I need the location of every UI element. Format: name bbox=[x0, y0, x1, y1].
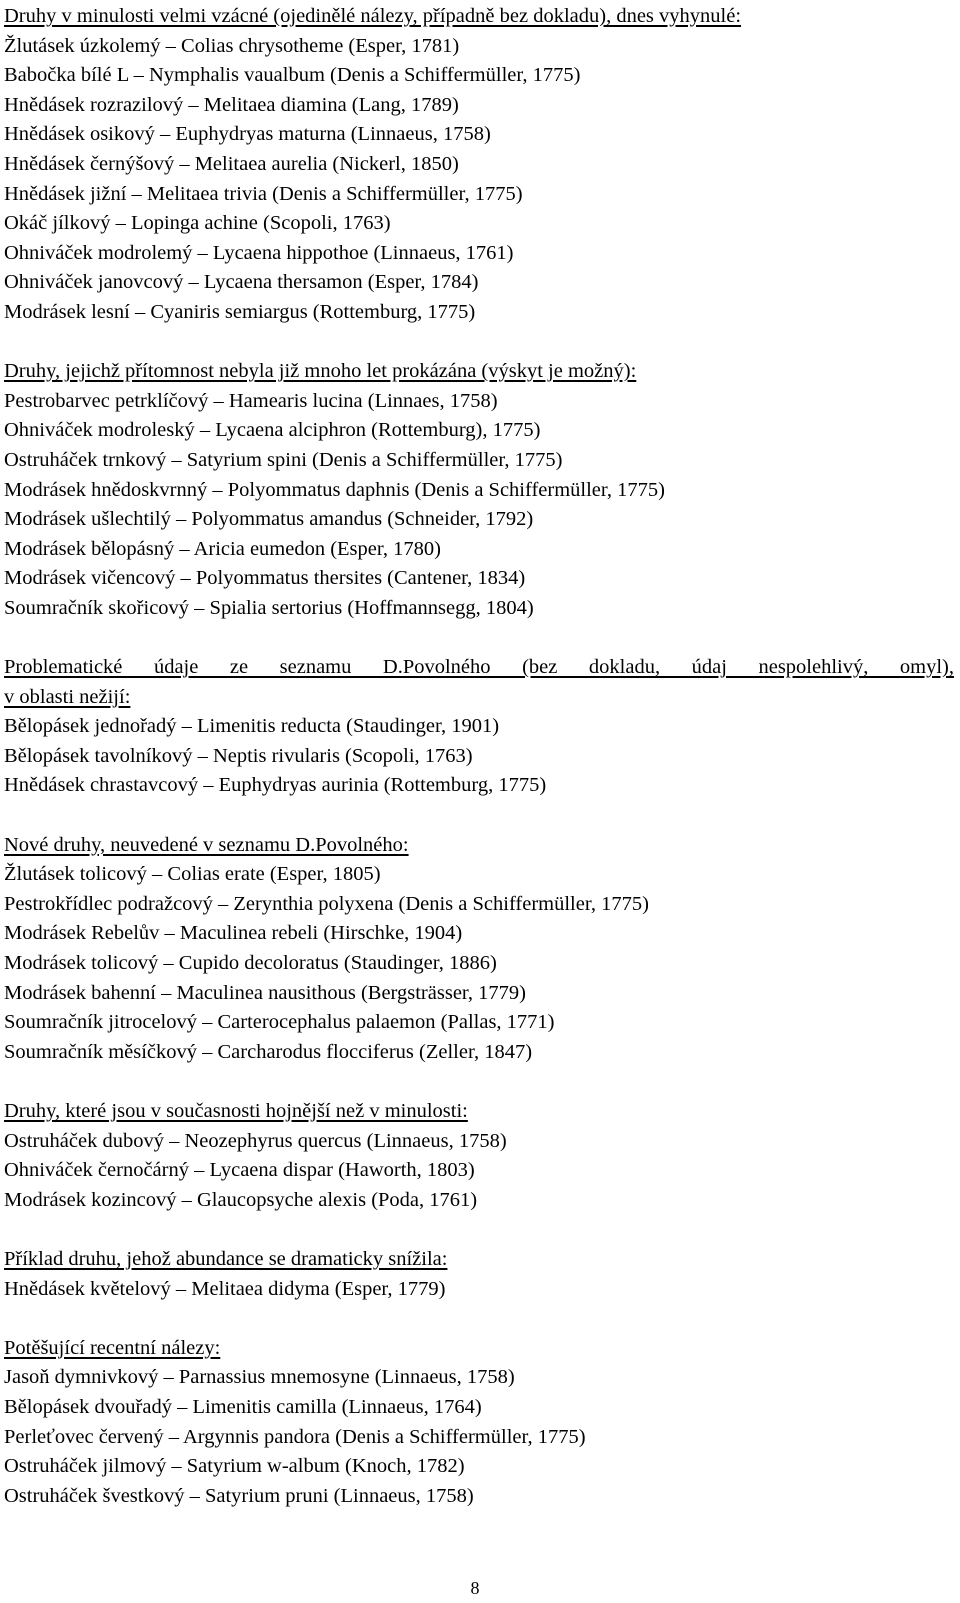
species-item: Ostruháček trnkový – Satyrium spini (Denis a Schiffermüller, 1775) bbox=[4, 448, 563, 471]
species-item: Modrásek tolicový – Cupido decoloratus (Staudinger, 1886) bbox=[4, 952, 497, 974]
species-item: Pestrobarvec petrklíčový – Hamearis lucina (Linnaes, 1758) bbox=[4, 389, 498, 412]
species-item: Bělopásek dvouřadý – Limenitis camilla (Linnaeus, 1764) bbox=[4, 1395, 482, 1418]
species-item: Okáč jílkový – Lopinga achine (Scopoli, 1763) bbox=[4, 212, 391, 235]
species-item: Hnědásek černýšový – Melitaea aurelia (Nickerl, 1850) bbox=[4, 152, 459, 175]
section-gap bbox=[4, 1067, 954, 1097]
species-item: Bělopásek jednořadý – Limenitis reducta (Staudinger, 1901) bbox=[4, 715, 500, 738]
page-number: 8 bbox=[470, 1578, 480, 1598]
species-item: Ohniváček modrolemý – Lycaena hippothoe (Linnaeus, 1761) bbox=[4, 241, 514, 264]
section-heading-problematic-cont: v oblasti nežijí: bbox=[4, 685, 131, 708]
species-item: Soumračník jitrocelový – Carterocephalus palaemon (Pallas, 1771) bbox=[4, 1011, 555, 1034]
species-item: Hnědásek osikový – Euphydryas maturna (Linnaeus, 1758) bbox=[4, 123, 491, 146]
species-item: Hnědásek chrastavcový – Euphydryas aurinia (Rottemburg, 1775) bbox=[4, 774, 547, 797]
section-heading-recent-finds: Potěšující recentní nálezy: bbox=[4, 1336, 221, 1359]
species-item: Perleťovec červený – Argynnis pandora (Denis a Schiffermüller, 1775) bbox=[4, 1425, 586, 1448]
section-heading-more-abundant: Druhy, které jsou v současnosti hojnější než v minulosti: bbox=[4, 1099, 468, 1122]
species-item: Ohniváček janovcový – Lycaena thersamon (Esper, 1784) bbox=[4, 271, 479, 294]
document-page bbox=[4, 0, 954, 1511]
species-item: Ostruháček švestkový – Satyrium pruni (Linnaeus, 1758) bbox=[4, 1484, 474, 1507]
section-gap bbox=[4, 801, 954, 831]
species-item: Modrásek lesní – Cyaniris semiargus (Rottemburg, 1775) bbox=[4, 300, 476, 323]
species-item: Soumračník skořicový – Spialia sertorius (Hoffmannsegg, 1804) bbox=[4, 596, 534, 619]
section-gap bbox=[4, 623, 954, 653]
species-item: Modrásek bahenní – Maculinea nausithous (Bergsträsser, 1779) bbox=[4, 981, 526, 1004]
section-gap bbox=[4, 1215, 954, 1245]
species-item: Modrásek bělopásný – Aricia eumedon (Esper, 1780) bbox=[4, 537, 441, 560]
section-heading-declined: Příklad druhu, jehož abundance se dramaticky snížila: bbox=[4, 1247, 448, 1270]
section-gap bbox=[4, 328, 954, 358]
section-gap bbox=[4, 1304, 954, 1334]
section-heading-new-species: Nové druhy, neuvedené v seznamu D.Povolného: bbox=[4, 833, 409, 856]
species-item: Ohniváček černočárný – Lycaena dispar (Haworth, 1803) bbox=[4, 1159, 475, 1182]
species-item: Jasoň dymnivkový – Parnassius mnemosyne (Linnaeus, 1758) bbox=[4, 1366, 515, 1389]
section-heading-problematic: Problematické údaje ze seznamu D.Povolného (bez dokladu, údaj nespolehlivý, omyl), bbox=[4, 656, 954, 679]
species-item: Žlutásek tolicový – Colias erate (Esper, 1805) bbox=[4, 863, 381, 886]
species-item: Žlutásek úzkolemý – Colias chrysotheme (Esper, 1781) bbox=[4, 34, 460, 57]
section-heading-unconfirmed: Druhy, jejichž přítomnost nebyla již mnoho let prokázána (výskyt je možný): bbox=[4, 360, 637, 383]
species-item: Modrásek kozincový – Glaucopsyche alexis (Poda, 1761) bbox=[4, 1188, 478, 1211]
species-item: Ohniváček modroleský – Lycaena alciphron (Rottemburg), 1775) bbox=[4, 419, 541, 442]
species-item: Ostruháček dubový – Neozephyrus quercus (Linnaeus, 1758) bbox=[4, 1129, 507, 1152]
species-item: Ostruháček jilmový – Satyrium w-album (Knoch, 1782) bbox=[4, 1455, 465, 1478]
section-heading-extinct: Druhy v minulosti velmi vzácné (ojedinělé nálezy, případně bez dokladu), dnes vyhynulé: bbox=[4, 5, 742, 27]
species-item: Pestrokřídlec podražcový – Zerynthia polyxena (Denis a Schiffermüller, 1775) bbox=[4, 892, 649, 915]
species-item: Modrásek ušlechtilý – Polyommatus amandus (Schneider, 1792) bbox=[4, 508, 534, 531]
species-item: Soumračník měsíčkový – Carcharodus flocciferus (Zeller, 1847) bbox=[4, 1040, 533, 1063]
species-item: Hnědásek květelový – Melitaea didyma (Esper, 1779) bbox=[4, 1277, 446, 1300]
species-item: Bělopásek tavolníkový – Neptis rivularis (Scopoli, 1763) bbox=[4, 744, 473, 767]
species-item: Modrásek vičencový – Polyommatus thersites (Cantener, 1834) bbox=[4, 567, 526, 590]
species-item: Babočka bílé L – Nymphalis vaualbum (Denis a Schiffermüller, 1775) bbox=[4, 64, 581, 87]
species-item: Hnědásek jižní – Melitaea trivia (Denis a Schiffermüller, 1775) bbox=[4, 182, 523, 205]
species-item: Modrásek hnědoskvrnný – Polyommatus daphnis (Denis a Schiffermüller, 1775) bbox=[4, 478, 665, 501]
species-item: Hnědásek rozrazilový – Melitaea diamina (Lang, 1789) bbox=[4, 93, 459, 116]
species-item: Modrásek Rebelův – Maculinea rebeli (Hirschke, 1904) bbox=[4, 922, 463, 945]
